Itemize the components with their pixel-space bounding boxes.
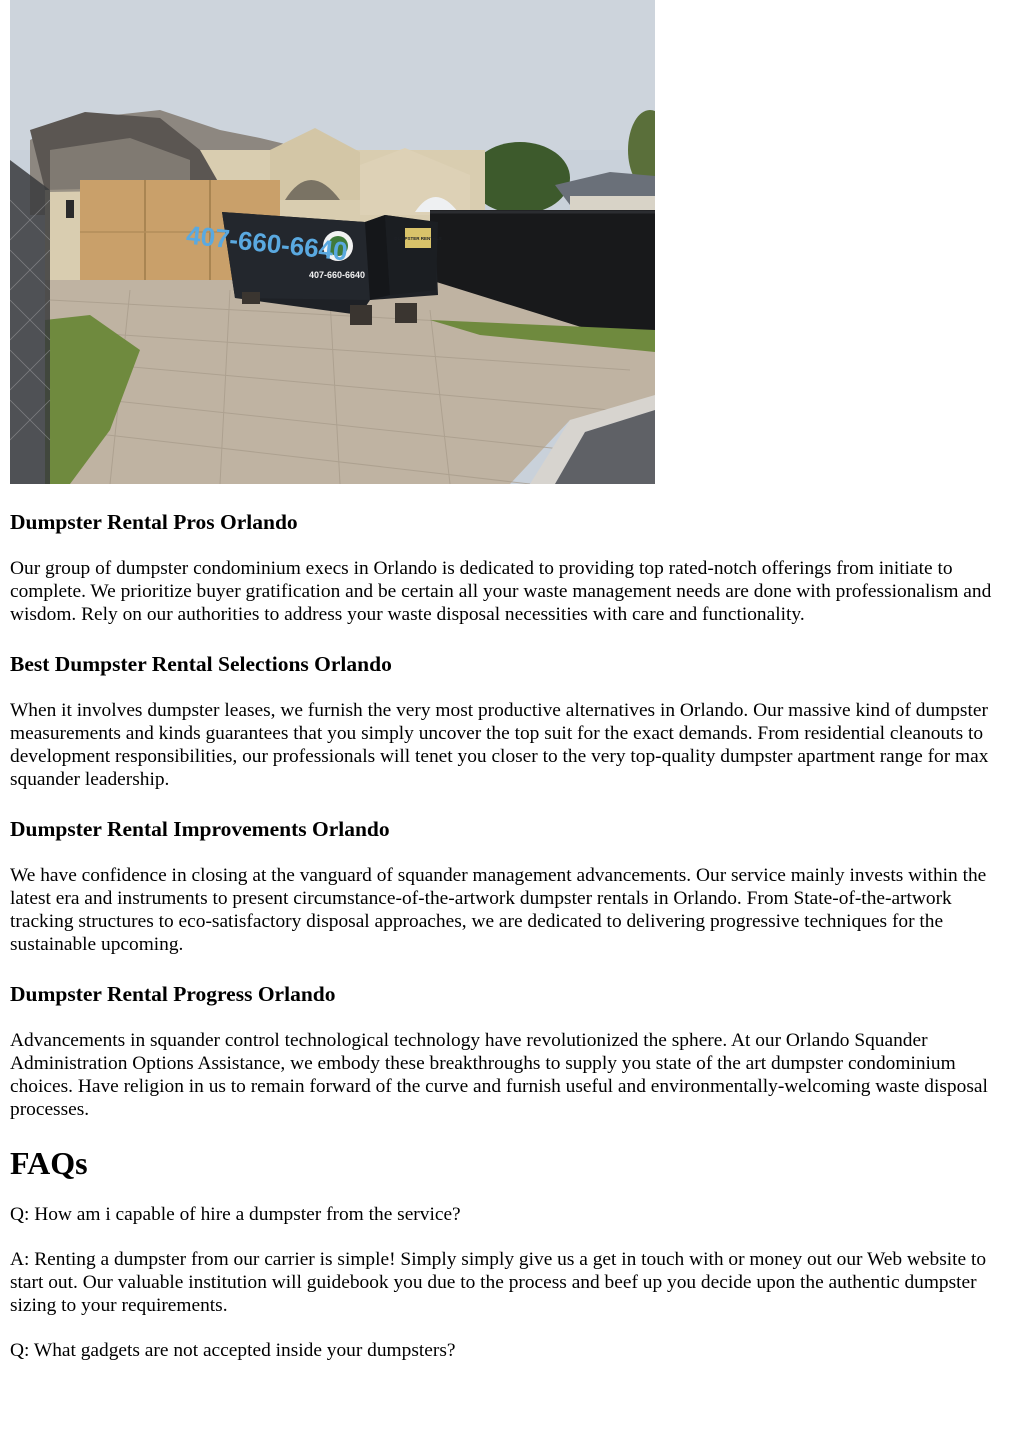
dumpster-phone-number: 407-660-6640 [184,219,350,267]
section-body-selections: When it involves dumpster leases, we furnish the very most productive alternatives in Orlando. Our massive kind of dumpster measurements and kinds guarantees that you simply uncover the top suit for the exact demands. From residential cleanouts to development responsibilities, our professionals will tenet you closer to the very top-quality dumpster apartment range for max squander leadership. [10,700,989,790]
section-title-improvements: Dumpster Rental Improvements Orlando [10,817,390,841]
chain-link-fence [10,160,50,484]
document-page [10,0,1018,1362]
dumpster-phone-small: 407-660-6640 [308,270,366,280]
dumpster-side-label: DUMPSTER RENTALS [394,236,442,241]
hero-photo [10,0,655,484]
section-body-pros: Our group of dumpster condominium execs in Orlando is dedicated to providing top rated-notch offerings from initiate to complete. We prioritize buyer gratification and be certain all your waste management needs are done with professionalism and wisdom. Rely on our authorities to address your waste disposal necessities with care and functionality. [10,558,992,625]
section-body-improvements: We have confidence in closing at the vanguard of squander management advancements. Our service mainly invests within the latest era and instruments to present circumstance-of-the-artwork dumpster rentals in Orlando. From State-of-the-artwork tracking structures to eco-satisfactory disposal approaches, we are dedicated to delivering progressive techniques for the sustainable upcoming. [10,865,987,955]
faq-heading: FAQs [10,1145,88,1181]
section-title-selections: Best Dumpster Rental Selections Orlando [10,652,392,676]
section-body-progress: Advancements in squander control technological technology have revolutionized the sphere. At our Orlando Squander Administration Options Assistance, we embody these breakthroughs to supply you state of the art dumpster condominium choices. Have religion in us to remain forward of the curve and furnish useful and environmentally-welcoming waste disposal processes. [10,1030,988,1120]
faq-question: Q: How am i capable of hire a dumpster from the service? [10,1204,461,1225]
dumpster-photo-illustration [10,0,655,484]
faq-answer: A: Renting a dumpster from our carrier is simple! Simply simply give us a get in touch with or money out our Web website to start out. Our valuable institution will guidebook you due to the process and beef up you decide upon the authentic dumpster sizing to your requirements. [10,1249,987,1316]
section-title-pros: Dumpster Rental Pros Orlando [10,510,298,534]
faq-question: Q: What gadgets are not accepted inside your dumpsters? [10,1340,456,1361]
section-title-progress: Dumpster Rental Progress Orlando [10,982,336,1006]
